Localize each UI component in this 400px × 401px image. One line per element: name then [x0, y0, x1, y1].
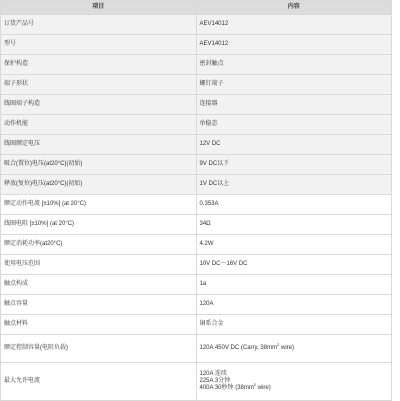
table-row: [1, 115, 392, 135]
table-row: [1, 35, 392, 55]
table-row: [1, 155, 392, 175]
row-label: 释放(复位)电压(at20°C)(初始): [1, 175, 197, 195]
table-row: [1, 95, 392, 115]
table-row: [1, 195, 392, 215]
row-label: 额定消耗功率(at20°C): [1, 235, 197, 255]
row-value-text: wire): [279, 345, 294, 351]
row-value-text: wire): [256, 385, 271, 391]
row-value: [196, 363, 392, 401]
row-value: 1a: [196, 275, 392, 295]
row-label: 触点材料: [1, 315, 197, 335]
row-value-line: 120A 连续: [199, 371, 227, 377]
row-label: 吸合(置位)电压(at20°C)(初始): [1, 155, 197, 175]
table-row: [1, 235, 392, 255]
row-value: 34Ω: [196, 215, 392, 235]
table-row: [1, 275, 392, 295]
row-label: 端子形状: [1, 75, 197, 95]
row-value: 12V DC: [196, 135, 392, 155]
table-row: [1, 15, 392, 35]
row-value-text: 400A 30秒钟 (38mm: [199, 385, 254, 391]
row-value: 螺钉端子: [196, 75, 392, 95]
table-row: [1, 215, 392, 235]
row-label: 额定控制容量(电阻负载): [1, 335, 197, 363]
row-label: 线圈额定电压: [1, 135, 197, 155]
row-value: 单稳态: [196, 115, 392, 135]
table-row: [1, 175, 392, 195]
row-value: 铜系合金: [196, 315, 392, 335]
row-value: 1V DC以上: [196, 175, 392, 195]
row-value-line: [199, 382, 392, 392]
table-row: [1, 75, 392, 95]
row-label: 额定动作电流 [±10%] (at 20°C): [1, 195, 197, 215]
row-value: 120A: [196, 295, 392, 315]
column-header-content: 内容: [196, 1, 392, 15]
row-label: 动作机能: [1, 115, 197, 135]
table-row: [1, 295, 392, 315]
table-header-row: [1, 1, 392, 15]
row-label: 触点容量: [1, 295, 197, 315]
row-value: 密封触点: [196, 55, 392, 75]
row-value: 9V DC以下: [196, 155, 392, 175]
table-row: [1, 55, 392, 75]
row-value: AEV14012: [196, 15, 392, 35]
table-row: [1, 363, 392, 401]
table-row: [1, 135, 392, 155]
table-row: [1, 255, 392, 275]
row-label: 触点构成: [1, 275, 197, 295]
row-value-text: 120A 450V DC (Carry, 38mm: [199, 345, 278, 351]
row-value: 4.2W: [196, 235, 392, 255]
row-value-line: 225A 3分钟: [199, 378, 231, 384]
superscript: 2: [277, 342, 280, 347]
row-label: 保护构造: [1, 55, 197, 75]
row-value: AEV14012: [196, 35, 392, 55]
row-label: 型号: [1, 35, 197, 55]
row-value: 10V DC～16V DC: [196, 255, 392, 275]
row-value: 0.353A: [196, 195, 392, 215]
row-label: 线圈电阻 [±10%] (at 20°C): [1, 215, 197, 235]
row-value: [196, 335, 392, 363]
row-label: 线圈端子构造: [1, 95, 197, 115]
column-header-item: 项目: [1, 1, 197, 15]
table-row: [1, 335, 392, 363]
table-row: [1, 315, 392, 335]
row-label: 订货产品号: [1, 15, 197, 35]
row-label: 最大允许电流: [1, 363, 197, 401]
row-label: 使用电压范围: [1, 255, 197, 275]
superscript: 2: [253, 382, 257, 387]
row-value: 连接器: [196, 95, 392, 115]
